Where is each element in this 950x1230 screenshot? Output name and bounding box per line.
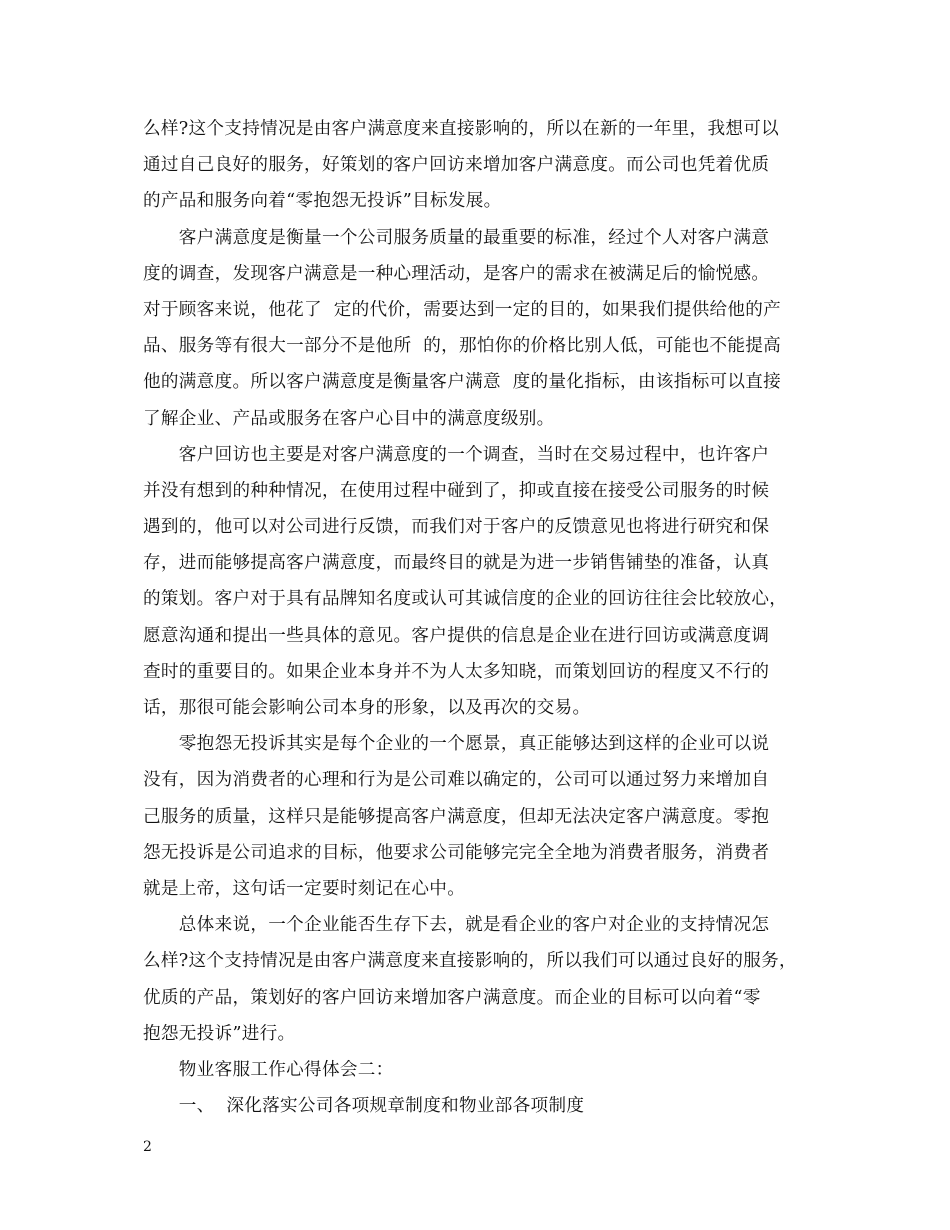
text-line: 抱怨无投诉”进行。: [143, 1023, 296, 1044]
page-number: 2: [143, 1139, 152, 1155]
text-line: 的产品和服务向着“零抱怨无投诉”目标发展。: [143, 191, 502, 212]
text-line: 么样?这个支持情况是由客户满意度来直接影响的，所以我们可以通过良好的服务，: [143, 951, 797, 972]
text-line: 己服务的质量，这样只是能够提高客户满意度，但却无法决定客户满意度。零抱: [143, 806, 770, 827]
text-line: 查时的重要目的。如果企业本身并不为人太多知晓，而策划回访的程度又不行的: [143, 661, 770, 682]
text-line: 物业客服工作心得体会二：: [143, 1059, 394, 1080]
text-line: 怨无投诉是公司追求的目标，他要求公司能够完完全全地为消费者服务，消费者: [143, 842, 770, 863]
text-line: 并没有想到的种种情况，在使用过程中碰到了，抑或直接在接受公司服务的时候: [143, 480, 770, 501]
text-line: 品、服务等有很大一部分不是他所 的，那怕你的价格比别人低，可能也不能提高: [143, 336, 782, 357]
text-line: 的策划。客户对于具有品牌知名度或认可其诚信度的企业的回访往往会比较放心，: [143, 589, 788, 610]
text-line: 对于顾客来说，他花了 定的代价，需要达到一定的目的，如果我们提供给他的产: [143, 299, 782, 320]
text-line: 就是上帝，这句话一定要时刻记在心中。: [143, 878, 466, 899]
text-line: 没有，因为消费者的心理和行为是公司难以确定的，公司可以通过努力来增加自: [143, 770, 770, 791]
text-line: 了解企业、产品或服务在客户心目中的满意度级别。: [143, 408, 555, 429]
text-line: 零抱怨无投诉其实是每个企业的一个愿景，真正能够达到这样的企业可以说: [143, 734, 770, 755]
text-line: 他的满意度。所以客户满意度是衡量客户满意 度的量化指标，由该指标可以直接: [143, 372, 782, 393]
text-line: 通过自己良好的服务，好策划的客户回访来增加客户满意度。而公司也凭着优质: [143, 155, 770, 176]
text-line: 总体来说，一个企业能否生存下去，就是看企业的客户对企业的支持情况怎: [143, 915, 770, 936]
text-line: 遇到的，他可以对公司进行反馈，而我们对于客户的反馈意见也将进行研究和保: [143, 517, 770, 538]
text-line: 一、 深化落实公司各项规章制度和物业部各项制度: [143, 1096, 585, 1117]
text-line: 优质的产品，策划好的客户回访来增加客户满意度。而企业的目标可以向着“零: [143, 987, 761, 1008]
text-line: 么样?这个支持情况是由客户满意度来直接影响的，所以在新的一年里，我想可以: [143, 119, 780, 139]
text-line: 愿意沟通和提出一些具体的意见。客户提供的信息是企业在进行回访或满意度调: [143, 625, 770, 646]
text-line: 度的调查，发现客户满意是一种心理活动，是客户的需求在被满足后的愉悦感。: [143, 263, 770, 284]
text-line: 客户满意度是衡量一个公司服务质量的最重要的标准，经过个人对客户满意: [143, 227, 770, 248]
text-line: 话，那很可能会影响公司本身的形象，以及再次的交易。: [143, 698, 591, 718]
body-text: [143, 111, 823, 1124]
text-line: 存，进而能够提高客户满意度，而最终目的就是为进一步销售铺垫的准备，认真: [143, 553, 770, 574]
text-line: 客户回访也主要是对客户满意度的一个调查，当时在交易过程中，也许客户: [143, 444, 770, 465]
